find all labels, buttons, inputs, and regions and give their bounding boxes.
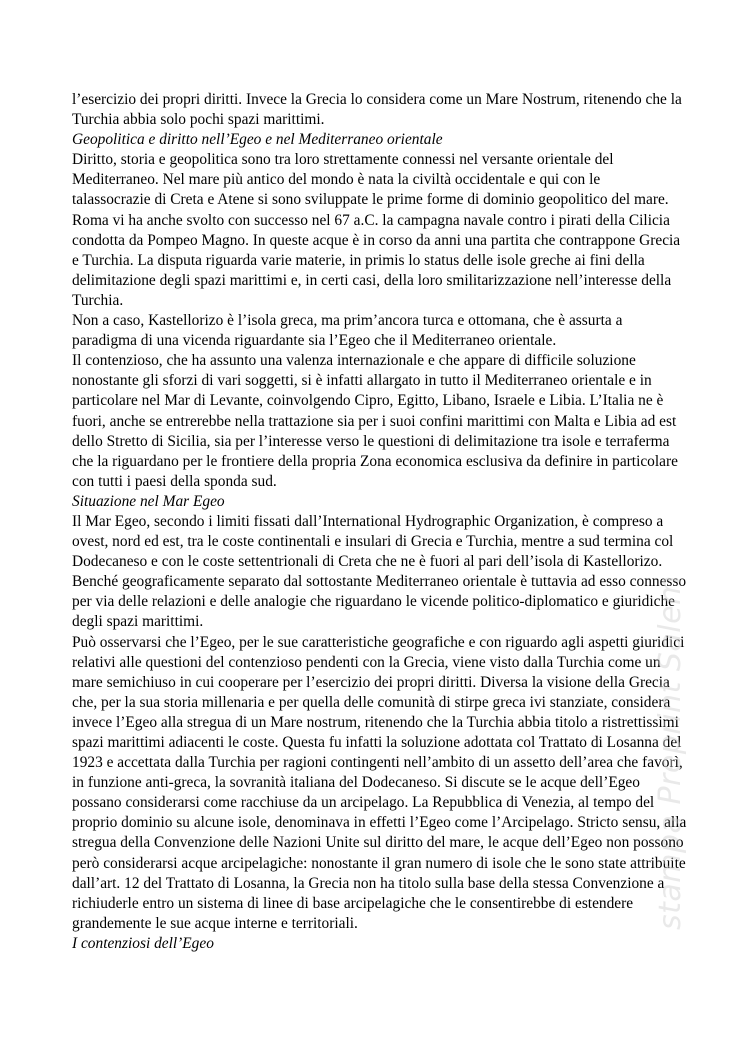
text-line: che la riguardano per le frontiere della propria Zona economica esclusiva da definire in particolare — [72, 452, 678, 470]
text-line: paradigma di una vicenda riguardante sia l’Egeo che il Mediterraneo orientale. — [72, 332, 557, 350]
section-heading: I contenziosi dell’Egeo — [72, 934, 214, 952]
text-line: ovest, nord ed est, tra le coste continentali e insulari di Grecia e Turchia, mentre a sud termina col — [72, 533, 674, 551]
text-line: Benché geograficamente separato dal sottostante Mediterraneo orientale è tuttavia ad esso connesso — [72, 573, 687, 591]
text-line: proprio dominio su alcune isole, denominava in effetti l’Egeo come l’Arcipelago. Stricto sensu, alla — [72, 814, 687, 832]
text-line: grandemente le sue acque interne e territoriali. — [72, 914, 358, 932]
text-line: Dodecaneso e con le coste settentrionali di Creta che ne è fuori al pari dell’isola di Kastellorizo. — [72, 553, 663, 571]
text-line: l’esercizio dei propri diritti. Invece la Grecia lo considera come un Mare Nostrum, ritenendo che la — [72, 91, 682, 108]
text-line: fuori, anche se entrerebbe nella trattazione sia per i suoi confini marittimi con Malta e Libia ad est — [72, 412, 677, 430]
text-line: Turchia abbia solo pochi spazi marittimi. — [72, 111, 325, 129]
text-line: Roma vi ha anche svolto con successo nel 67 a.C. la campagna navale contro i pirati della Cilicia — [72, 211, 670, 229]
text-line: possano considerarsi come racchiuse da un arcipelago. La Repubblica di Venezia, al tempo del — [72, 794, 655, 812]
text-line: invece l’Egeo alla stregua di un Mare nostrum, ritenendo che la Turchia abbia titolo a ristrettissimi — [72, 713, 679, 731]
text-line: richiuderle entro un sistema di linee di base arcipelagiche che le consentirebbe di estendere — [72, 894, 634, 912]
text-line: in funzione anti-greca, la sovranità italiana del Dodecaneso. Si discute se le acque dell’Egeo — [72, 774, 640, 792]
text-line: dello Stretto di Sicilia, sia per l’interesse verso le questioni di delimitazione tra isole e terraferma — [72, 432, 670, 450]
text-line: nonostante gli sforzi di vari soggetti, si è infatti allargato in tutto il Mediterraneo orientale e in — [72, 372, 652, 390]
text-line: mare semichiuso in cui cooperare per l’esercizio dei propri diritti. Diversa la visione della Grecia — [72, 673, 670, 691]
section-heading: Geopolitica e diritto nell’Egeo e nel Mediterraneo orientale — [72, 131, 443, 149]
text-line: 1923 e accettata dalla Turchia per ragioni contingenti nell’ambito di un assetto dell’area che favorì, — [72, 754, 683, 772]
text-line: e Turchia. La disputa riguarda varie materie, in primis lo status delle isole greche ai fini della — [72, 251, 645, 269]
text-line: stregua della Convenzione delle Nazioni Unite sul diritto del mare, le acque dell’Egeo non possono — [72, 834, 684, 852]
text-line: però considerarsi acque arcipelagiche: nonostante il gran numero di isole che le sono state attribuite — [72, 854, 686, 872]
text-line: particolare nel Mar di Levante, coinvolgendo Cipro, Egitto, Libano, Israele e Libia. L’Italia ne è — [72, 392, 664, 410]
watermark: stampa Preprint Salem — [653, 575, 688, 930]
section-heading: Situazione nel Mar Egeo — [72, 492, 225, 510]
text-line: Diritto, storia e geopolitica sono tra loro strettamente connessi nel versante orientale del — [72, 151, 614, 169]
text-line: spazi marittimi adiacenti le coste. Questa fu infatti la soluzione adottata col Trattato di Losanna del — [72, 734, 682, 751]
text-line: relativi alle questioni del contenzioso pendenti con la Grecia, viene visto dalla Turchia come un — [72, 653, 661, 671]
text-line: Il Mar Egeo, secondo i limiti fissati dall’International Hydrographic Organization, è compreso a — [72, 512, 664, 530]
text-line: talassocrazie di Creta e Atene si sono sviluppate le prime forme di dominio geopolitico del mare. — [72, 191, 669, 209]
text-line: Può osservarsi che l’Egeo, per le sue caratteristiche geografiche e con riguardo agli aspetti giuridici — [72, 633, 685, 651]
text-line: Non a caso, Kastellorizo è l’isola greca, ma prim’ancora turca e ottomana, che è assurta a — [72, 312, 623, 330]
text-line: per via delle relazioni e delle analogie che riguardano le vicende politico-diplomatico e giuridiche — [72, 593, 675, 611]
text-line: con tutti i paesi della sponda sud. — [72, 472, 277, 490]
text-line: Il contenzioso, che ha assunto una valenza internazionale e che appare di difficile soluzione — [72, 352, 636, 370]
text-line: Turchia. — [72, 291, 124, 309]
text-line: degli spazi marittimi. — [72, 613, 204, 631]
text-line: dall’art. 12 del Trattato di Losanna, la Grecia non ha titolo sulla base della stessa Convenzione a — [72, 874, 665, 892]
text-line: condotta da Pompeo Magno. In queste acque è in corso da anni una partita che contrappone Grecia — [72, 231, 681, 249]
text-line: Mediterraneo. Nel mare più antico del mondo è nata la civiltà occidentale e qui con le — [72, 171, 601, 189]
text-line: che, per la sua storia millenaria e per quella delle comunità di stirpe greca ivi stanziate, considera — [72, 693, 671, 711]
text-line: delimitazione degli spazi marittimi e, in certi casi, della loro smilitarizzazione nell’interesse della — [72, 271, 672, 289]
